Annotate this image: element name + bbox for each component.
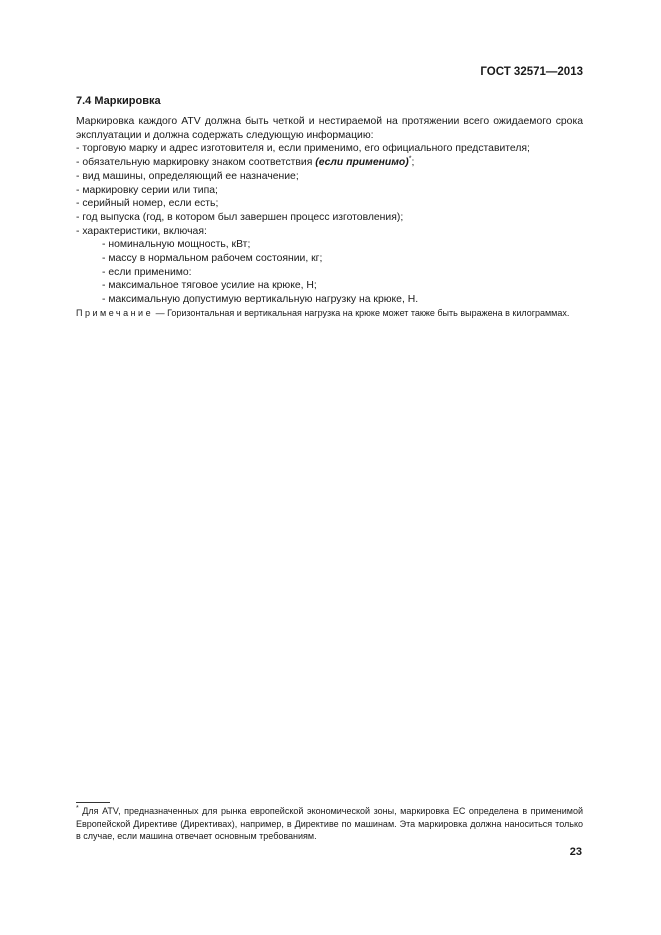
list-item: - торговую марку и адрес изготовителя и, если применимо, его официального представителя; <box>76 143 530 155</box>
list-item: - маркировку серии или типа; <box>76 184 218 196</box>
sublist-item: - массу в нормальном рабочем состоянии, кг; <box>102 253 323 265</box>
section-body <box>76 115 583 319</box>
sublist-item: - максимальную допустимую вертикальную нагрузку на крюке, Н. <box>102 294 419 306</box>
footnote-text: Для ATV, предназначенных для рынка европейской экономической зоны, маркировка ЕС определена в применимой Европейской Директиве (Директивах), например, в Директиве по машинам. Эта маркировка должна наноситься только в случае, если машина отвечает основным требованиям. <box>76 806 583 841</box>
note-text: — Горизонтальная и вертикальная нагрузка на крюке может также быть выражена в килограммах. <box>153 307 570 318</box>
list-item: - характеристики, включая: <box>76 225 207 237</box>
list-item: - вид машины, определяющий ее назначение; <box>76 170 299 182</box>
sublist-item: - номинальную мощность, кВт; <box>102 239 251 251</box>
footnote-separator <box>76 802 110 803</box>
footnote-marker: * <box>408 155 412 163</box>
note-paragraph <box>76 307 583 319</box>
sublist-item: - максимальное тяговое усилие на крюке, Н; <box>102 280 317 292</box>
document-code: ГОСТ 32571—2013 <box>480 66 583 78</box>
list-item-text: - обязательную маркировку знаком соответствия <box>76 157 313 169</box>
characteristics-sublist <box>76 238 583 307</box>
footnote-marker: * <box>76 805 79 812</box>
page-number: 23 <box>569 846 582 858</box>
footnote <box>76 805 583 843</box>
requirements-list <box>76 142 583 238</box>
section-title: 7.4 Маркировка <box>76 95 161 107</box>
list-item: - серийный номер, если есть; <box>76 198 219 210</box>
list-item-end: ; <box>411 157 415 169</box>
intro-paragraph: Маркировка каждого ATV должна быть четкой и нестираемой на протяжении всего ожидаемого срока эксплуатации и должна содержать следующую информацию: <box>76 116 583 141</box>
note-label: Примечание <box>76 307 154 318</box>
list-item <box>76 156 583 170</box>
list-item: - год выпуска (год, в котором был завершен процесс изготовления); <box>76 211 404 223</box>
emphasis-text: (если применимо) <box>315 157 409 169</box>
sublist-item: - если применимо: <box>102 266 192 278</box>
